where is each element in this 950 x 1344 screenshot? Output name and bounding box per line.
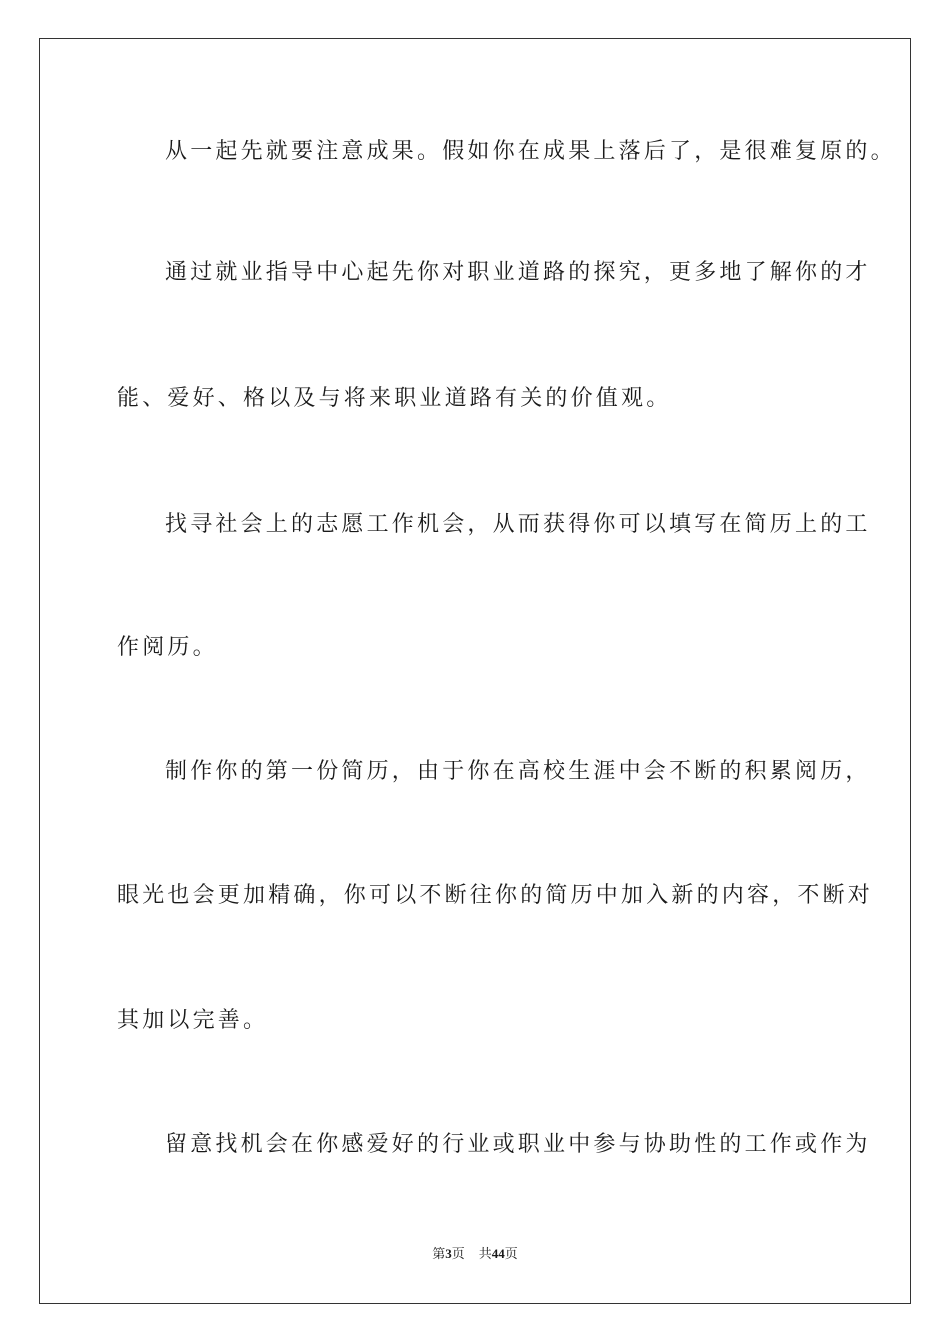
page-border (39, 38, 911, 1304)
paragraph-line: 作阅历。 (117, 635, 218, 660)
page-number: 3 (445, 1246, 452, 1261)
total-prefix: 共 (478, 1246, 492, 1261)
paragraph-line: 制作你的第一份简历，由于你在高校生涯中会不断的积累阅历， (165, 759, 871, 784)
page-footer (0, 1245, 950, 1263)
paragraph-line: 其加以完善。 (117, 1008, 269, 1033)
total-pages: 44 (491, 1246, 505, 1261)
paragraph-line: 从一起先就要注意成果。假如你在成果上落后了，是很难复原的。 (165, 139, 896, 164)
page-prefix: 第 (432, 1246, 446, 1261)
paragraph-line: 眼光也会更加精确，你可以不断往你的简历中加入新的内容，不断对 (117, 883, 874, 908)
paragraph-line: 留意找机会在你感爱好的行业或职业中参与协助性的工作或作为 (165, 1132, 871, 1157)
paragraph-line: 找寻社会上的志愿工作机会，从而获得你可以填写在简历上的工 (165, 512, 871, 537)
page-suffix: 页 (451, 1246, 465, 1261)
total-suffix: 页 (504, 1246, 518, 1261)
paragraph-line: 通过就业指导中心起先你对职业道路的探究，更多地了解你的才 (165, 260, 871, 285)
paragraph-line: 能、爱好、格以及与将来职业道路有关的价值观。 (117, 386, 672, 411)
